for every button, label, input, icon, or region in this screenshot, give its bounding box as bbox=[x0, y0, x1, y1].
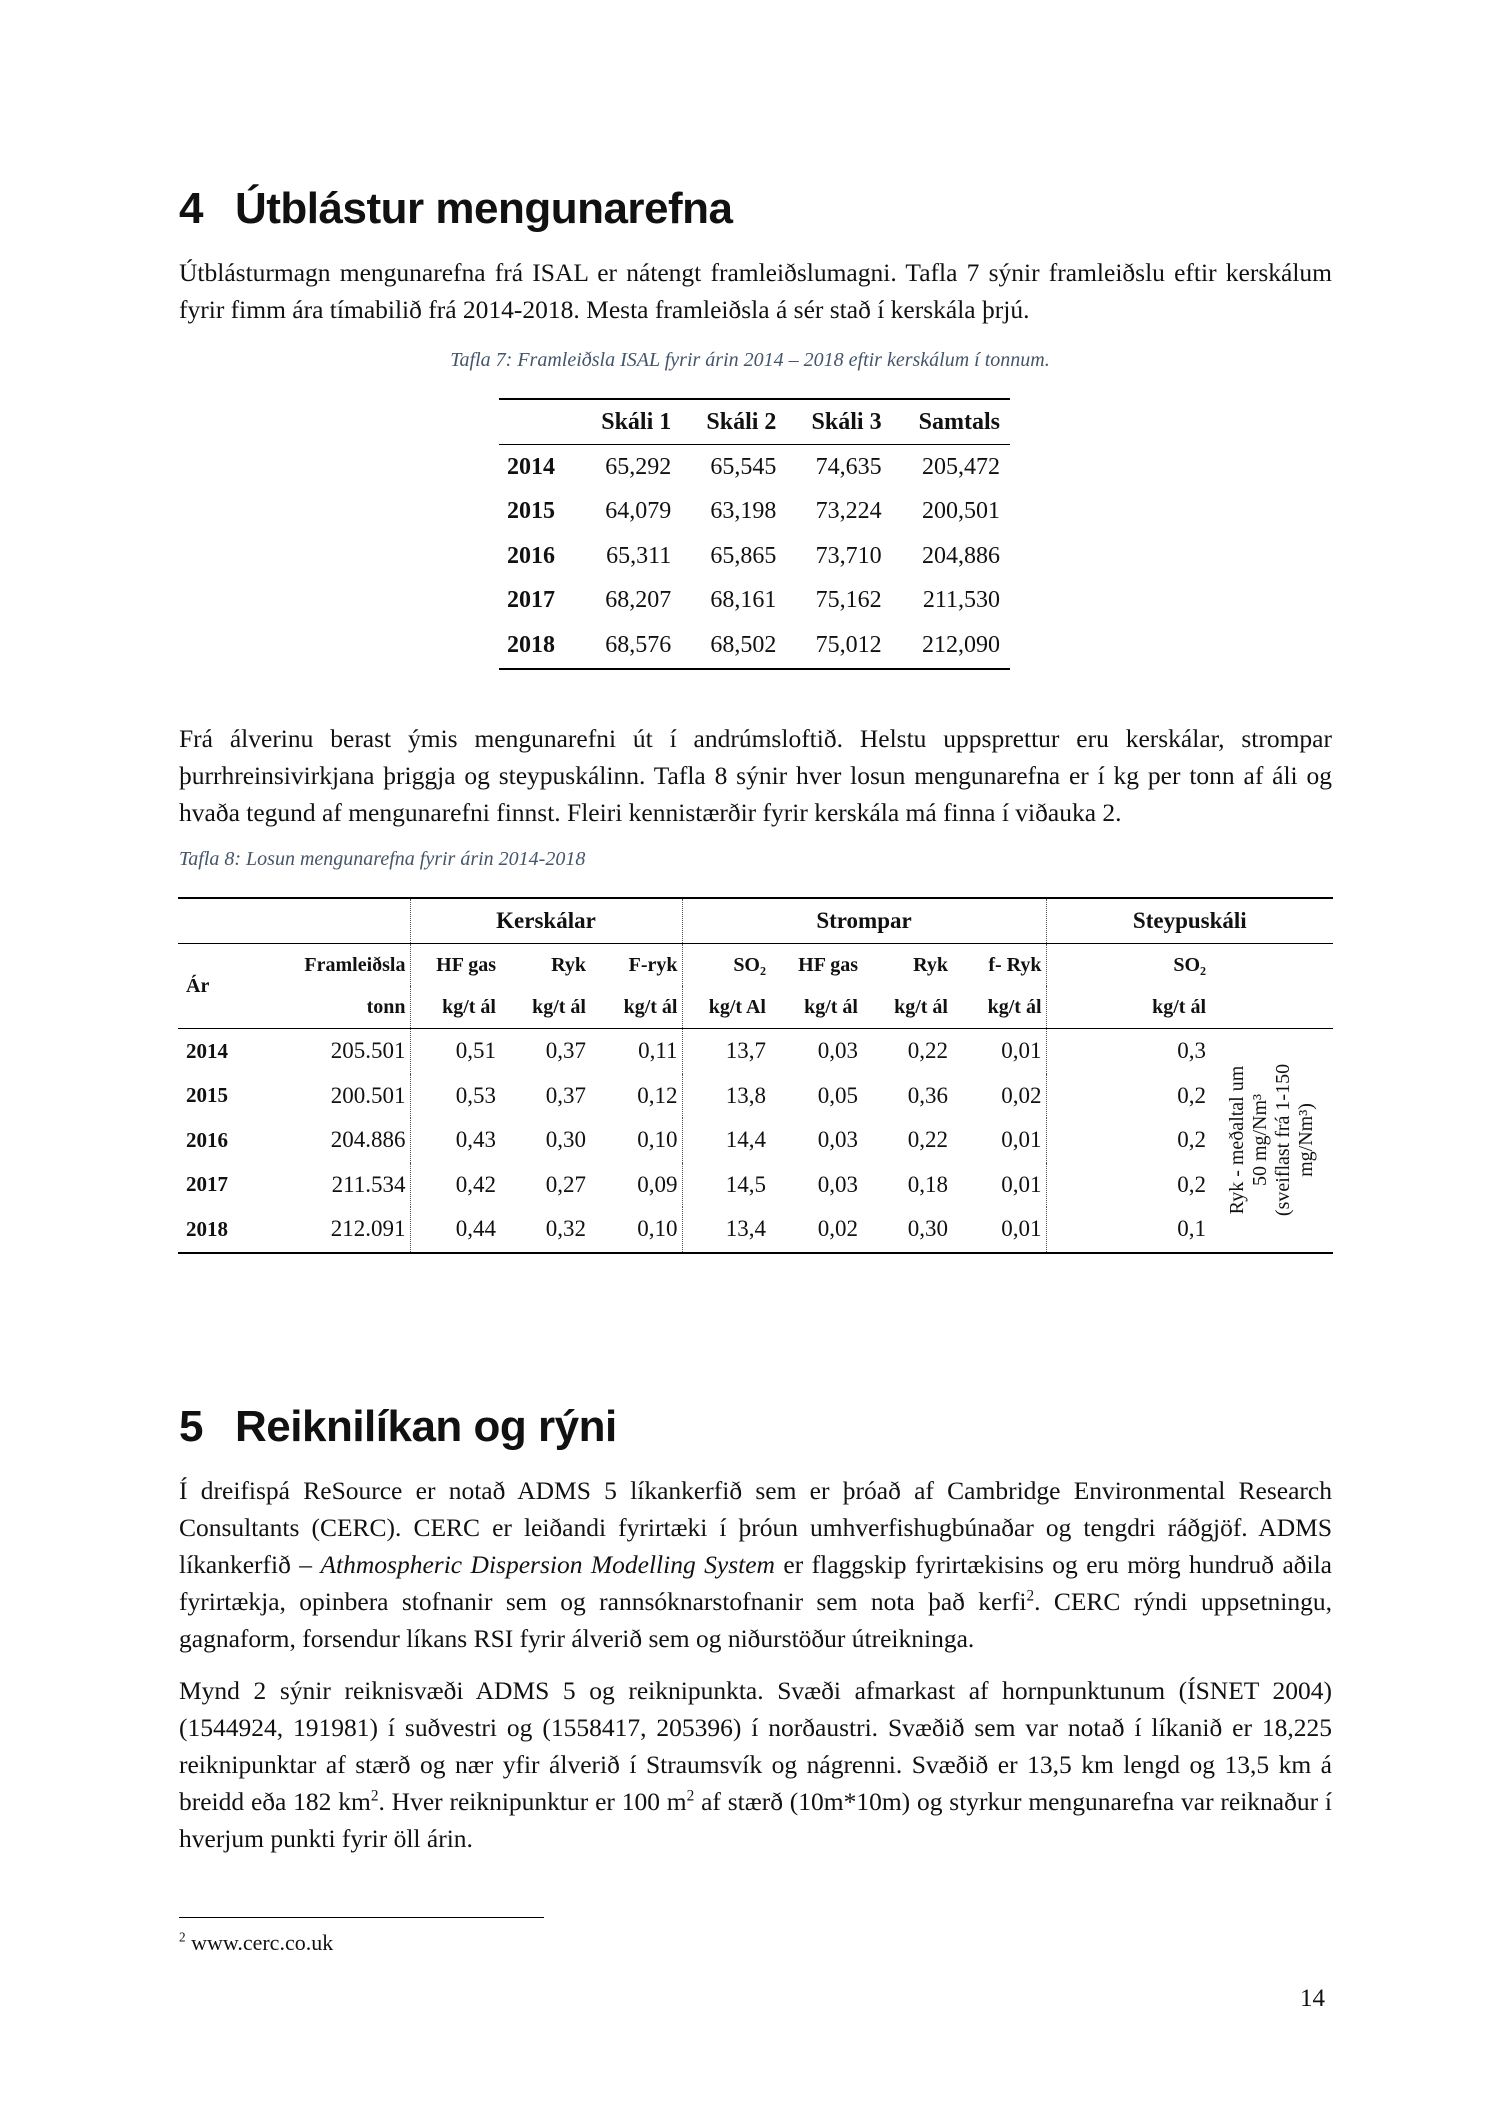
value-cell: 0,1 bbox=[1046, 1207, 1210, 1253]
year-cell: 2015 bbox=[186, 1083, 228, 1108]
table-row bbox=[499, 534, 1010, 579]
value-cell: 211.534 bbox=[331, 1171, 406, 1197]
value-cell: 0,03 bbox=[817, 1171, 858, 1197]
value-cell: 63,198 bbox=[710, 498, 777, 525]
year-cell: 2018 bbox=[186, 1216, 228, 1241]
column-header: f- Ryk bbox=[988, 953, 1042, 976]
table-7-caption: Tafla 7: Framleiðsla ISAL fyrir árin 2014 – 2018 eftir kerskálum í tonnum. bbox=[450, 349, 1050, 371]
column-header: F-ryk bbox=[628, 953, 678, 976]
value-cell: 0,44 bbox=[410, 1207, 500, 1253]
table-row bbox=[178, 1029, 1333, 1074]
value-cell: 200,501 bbox=[922, 498, 1000, 525]
value-cell: 0,2 bbox=[1046, 1118, 1210, 1163]
table-row bbox=[178, 1163, 1333, 1208]
value-cell: 0,05 bbox=[817, 1082, 858, 1108]
unit-header: kg/t ál bbox=[862, 986, 952, 1029]
value-cell: 13,4 bbox=[682, 1207, 770, 1253]
year-cell: 2017 bbox=[186, 1172, 228, 1197]
value-cell: 0,37 bbox=[545, 1038, 586, 1064]
group-kerskalar: Kerskálar bbox=[410, 898, 682, 944]
value-cell: 65,311 bbox=[606, 542, 672, 569]
value-cell: 68,161 bbox=[710, 587, 777, 614]
value-cell: 0,12 bbox=[637, 1082, 678, 1108]
value-cell: 68,207 bbox=[605, 587, 672, 614]
value-cell: 65,545 bbox=[710, 453, 777, 480]
value-cell: 212.091 bbox=[330, 1216, 406, 1242]
value-cell: 205,472 bbox=[922, 453, 1000, 480]
column-header: Ryk bbox=[551, 953, 586, 976]
value-cell: 0,37 bbox=[545, 1082, 586, 1108]
table-7-header: Samtals bbox=[892, 399, 1010, 445]
table-7 bbox=[499, 398, 1010, 670]
note-line: (sveiflast frá 1-150 bbox=[1271, 1064, 1294, 1217]
value-cell: 0,01 bbox=[1001, 1216, 1042, 1242]
value-cell: 0,53 bbox=[410, 1074, 500, 1119]
unit-header: kg/t ál bbox=[500, 986, 590, 1029]
value-cell: 0,3 bbox=[1046, 1029, 1210, 1074]
value-cell: 13,8 bbox=[682, 1074, 770, 1119]
table-row bbox=[499, 490, 1010, 535]
value-cell: 0,01 bbox=[1001, 1171, 1042, 1197]
value-cell: 0,10 bbox=[637, 1127, 678, 1153]
section-4-paragraph-2: Frá álverinu berast ýmis mengunarefni út í andrúmsloftið. Helstu uppsprettur eru kerskálar, strompar þurrhreinsivirkjana þriggja og steypuskálinn. Tafla 8 sýnir hver losun mengunarefna er í kg per tonn af áli og hvaða tegund af mengunarefni finnst. Fleiri kennistærðir fyrir kerskála má finna í viðauka 2. bbox=[179, 724, 1332, 827]
value-cell: 0,09 bbox=[637, 1171, 678, 1197]
table-7-header: Skáli 3 bbox=[786, 399, 891, 445]
value-cell: 0,01 bbox=[1001, 1038, 1042, 1064]
value-cell: 212,090 bbox=[922, 631, 1000, 658]
value-cell: 14,4 bbox=[682, 1118, 770, 1163]
year-cell: 2016 bbox=[186, 1127, 228, 1152]
unit-header: tonn bbox=[300, 986, 410, 1029]
column-header: Ryk bbox=[913, 953, 948, 976]
value-cell: 0,10 bbox=[637, 1216, 678, 1242]
column-header: SO₂ bbox=[682, 944, 770, 987]
value-cell: 0,36 bbox=[907, 1082, 948, 1108]
unit-header: kg/t Al bbox=[682, 986, 770, 1029]
value-cell: 68,502 bbox=[710, 631, 777, 658]
value-cell: 204.886 bbox=[330, 1127, 406, 1153]
section-4-heading: 4 Útblástur mengunarefna bbox=[179, 184, 733, 233]
value-cell: 0,27 bbox=[545, 1171, 586, 1197]
group-strompar: Strompar bbox=[682, 898, 1046, 944]
value-cell: 75,162 bbox=[815, 587, 882, 614]
value-cell: 0,43 bbox=[410, 1118, 500, 1163]
table-7-header: Skáli 1 bbox=[576, 399, 681, 445]
value-cell: 0,03 bbox=[817, 1127, 858, 1153]
value-cell: 0,03 bbox=[817, 1038, 858, 1064]
column-header: HF gas bbox=[410, 944, 500, 987]
year-cell: 2016 bbox=[507, 542, 555, 569]
table-8-caption: Tafla 8: Losun mengunarefna fyrir árin 2014-2018 bbox=[179, 848, 586, 870]
footnote: $^2$ www.cerc.co.uk bbox=[179, 1929, 334, 1955]
dust-note bbox=[1210, 1029, 1333, 1253]
unit-header: kg/t ál bbox=[590, 986, 682, 1029]
value-cell: 0,02 bbox=[1001, 1082, 1042, 1108]
table-7-header: Skáli 2 bbox=[681, 399, 786, 445]
year-cell: 2018 bbox=[507, 631, 555, 658]
unit-header: kg/t ál bbox=[410, 986, 500, 1029]
note-line: 50 mg/Nm³ bbox=[1248, 1094, 1271, 1187]
column-header: SO₂ bbox=[1046, 944, 1210, 987]
value-cell: 211,530 bbox=[922, 587, 1000, 614]
value-cell: 200.501 bbox=[330, 1082, 406, 1108]
value-cell: 0,22 bbox=[907, 1127, 948, 1153]
group-steypuskali: Steypuskáli bbox=[1046, 898, 1333, 944]
value-cell: 68,576 bbox=[605, 631, 672, 658]
value-cell: 73,224 bbox=[815, 498, 882, 525]
unit-header: kg/t ál bbox=[770, 986, 862, 1029]
value-cell: 204,886 bbox=[922, 542, 1000, 569]
value-cell: 0,18 bbox=[907, 1171, 948, 1197]
value-cell: 73,710 bbox=[815, 542, 882, 569]
table-row bbox=[499, 445, 1010, 490]
value-cell: 0,42 bbox=[410, 1163, 500, 1208]
value-cell: 0,11 bbox=[638, 1038, 678, 1064]
value-cell: 65,865 bbox=[710, 542, 777, 569]
value-cell: 0,51 bbox=[410, 1029, 500, 1074]
column-header: HF gas bbox=[798, 953, 858, 976]
value-cell: 0,2 bbox=[1046, 1074, 1210, 1119]
value-cell: 0,32 bbox=[545, 1216, 586, 1242]
value-cell: 0,30 bbox=[545, 1127, 586, 1153]
table-row bbox=[178, 1074, 1333, 1119]
section-5-paragraph-1: Í dreifispá ReSource er notað ADMS 5 líkankerfið sem er þróað af Cambridge Environmental Research Consultants (CERC). CERC er leiðandi fyrirtæki í þróun umhverfishugbúnaðar og tengdri ráðgjöf. ADMS líkankerfið – Athmospheric Dispersion Modelling System er flaggskip fyrirtækisins og eru mörg hundruð aðila fyrirtækja, opinbera stofnanir sem og rannsóknarstofnanir sem nota það kerfi$^2$. CERC rýndi uppsetningu, gagnaform, forsendur líkans RSI fyrir álverið sem og niðurstöður útreikninga. bbox=[179, 1476, 1332, 1653]
unit-header: kg/t ál bbox=[952, 986, 1046, 1029]
value-cell: 65,292 bbox=[605, 453, 672, 480]
year-header: Ár bbox=[178, 944, 300, 1029]
value-cell: 74,635 bbox=[815, 453, 882, 480]
table-8 bbox=[178, 897, 1333, 1254]
year-cell: 2015 bbox=[507, 498, 555, 525]
column-header: Framleiðsla bbox=[304, 953, 406, 976]
year-cell: 2014 bbox=[507, 453, 555, 480]
table-row bbox=[499, 623, 1010, 669]
blank-header bbox=[1210, 986, 1333, 1029]
table-row bbox=[178, 1207, 1333, 1253]
value-cell: 0,22 bbox=[907, 1038, 948, 1064]
value-cell: 205.501 bbox=[330, 1038, 406, 1064]
blank-header bbox=[178, 898, 410, 944]
value-cell: 64,079 bbox=[605, 498, 672, 525]
page-number: 14 bbox=[1300, 1985, 1325, 2012]
table-7-header bbox=[499, 399, 576, 445]
blank-header bbox=[1210, 944, 1333, 987]
value-cell: 13,7 bbox=[682, 1029, 770, 1074]
value-cell: 0,02 bbox=[817, 1216, 858, 1242]
value-cell: 0,2 bbox=[1046, 1163, 1210, 1208]
table-row bbox=[178, 1118, 1333, 1163]
unit-header: kg/t ál bbox=[1046, 986, 1210, 1029]
value-cell: 0,30 bbox=[907, 1216, 948, 1242]
section-5-heading: 5 Reiknilíkan og rýni bbox=[179, 1402, 617, 1451]
footnote-separator bbox=[179, 1917, 544, 1918]
year-cell: 2014 bbox=[186, 1038, 228, 1063]
value-cell: 14,5 bbox=[682, 1163, 770, 1208]
note-line: mg/Nm³) bbox=[1294, 1103, 1317, 1178]
value-cell: 75,012 bbox=[815, 631, 882, 658]
value-cell: 0,01 bbox=[1001, 1127, 1042, 1153]
section-5-paragraph-2: Mynd 2 sýnir reiknisvæði ADMS 5 og reiknipunkta. Svæði afmarkast af hornpunktunum (ÍSNET 2004) (1544924, 191981) í suðvestri og (1558417, 205396) í norðaustri. Svæðið sem var notað í líkanið er 18,225 reiknipunktar af stærð og nær yfir álverið í Straumsvík og nágrenni. Svæðið er 13,5 km lengd og 13,5 km á breidd eða 182 $km^2$. Hver reiknipunktur er 100 $m^2$ af stærð (10m*10m) og styrkur mengunarefna var reiknaður í hverjum punkti fyrir öll árin. bbox=[179, 1676, 1332, 1853]
table-row bbox=[499, 579, 1010, 624]
section-4-paragraph-1: Útblásturmagn mengunarefna frá ISAL er nátengt framleiðslumagni. Tafla 7 sýnir framleiðslu eftir kerskálum fyrir fimm ára tímabilið frá 2014-2018. Mesta framleiðsla á sér stað í kerskála þrjú. bbox=[179, 258, 1332, 324]
note-line: Ryk - meðaltal um bbox=[1225, 1065, 1248, 1215]
year-cell: 2017 bbox=[507, 587, 555, 614]
